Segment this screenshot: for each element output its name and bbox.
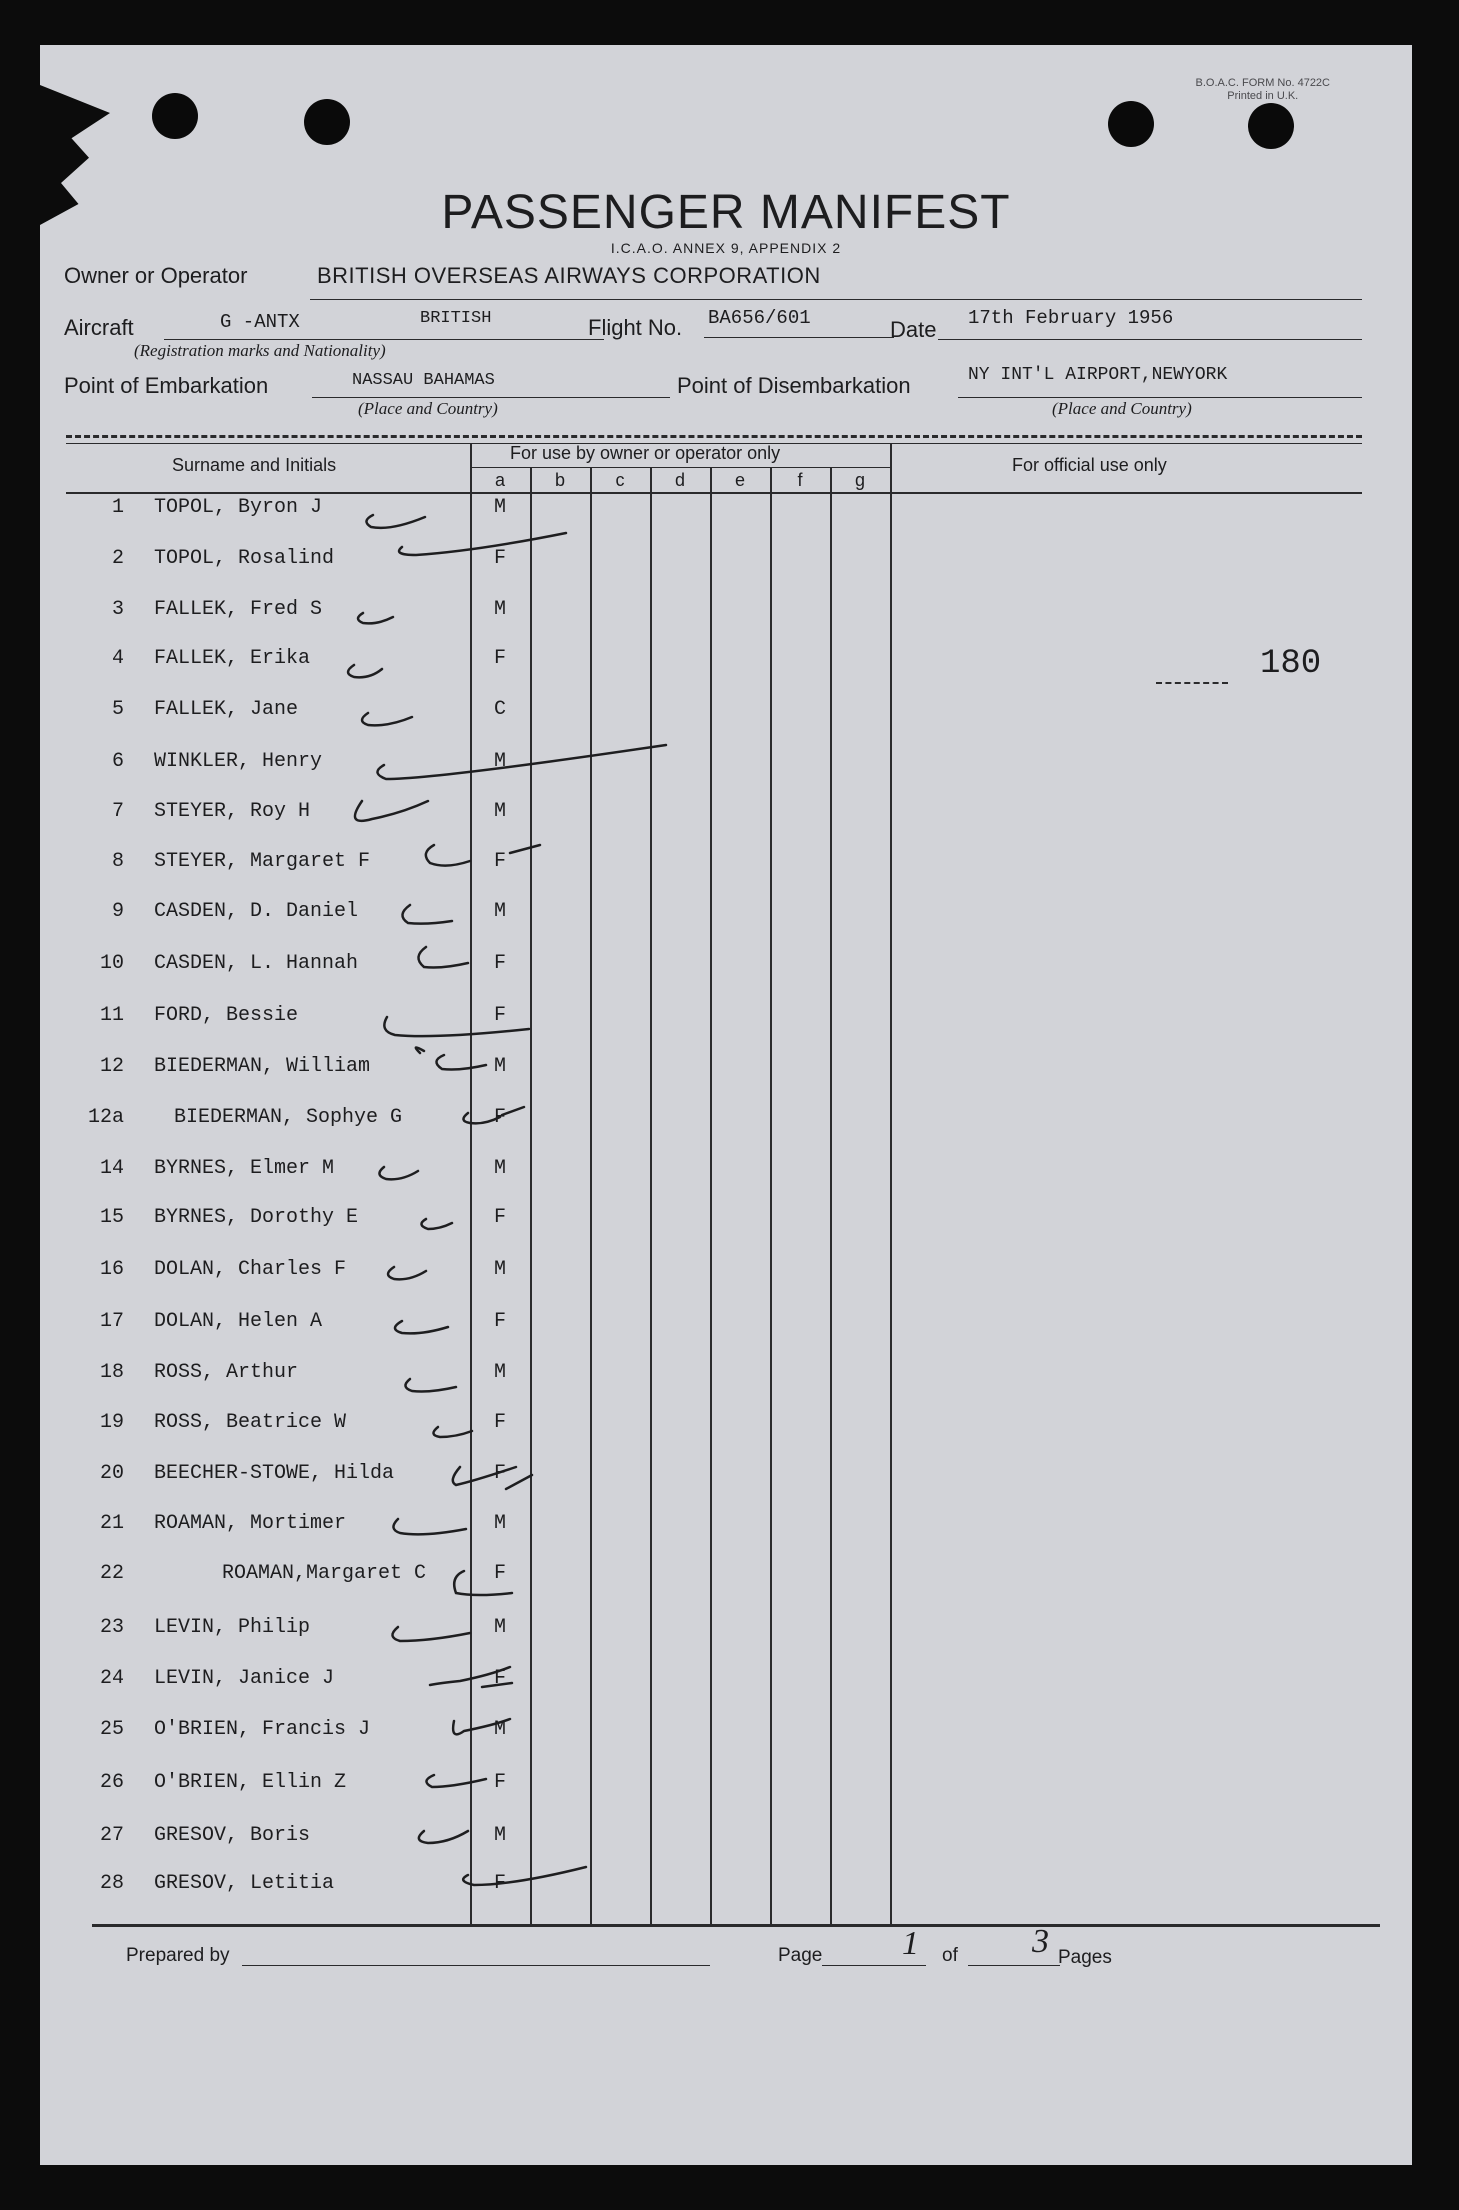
passenger-sex: M: [493, 750, 506, 773]
page-total: 3: [1032, 1923, 1049, 1960]
passenger-sex: F: [493, 952, 506, 975]
passenger-row: [40, 698, 1412, 738]
passenger-name: O'BRIEN, Ellin Z: [154, 1771, 347, 1794]
passenger-number: 15: [99, 1206, 124, 1229]
prepared-by-line: [242, 1965, 710, 1966]
table-top-rule: [66, 435, 1362, 438]
passenger-sex: M: [493, 1258, 506, 1281]
passenger-number: 16: [99, 1258, 124, 1281]
passenger-number: 25: [99, 1718, 124, 1741]
punch-hole: [304, 99, 350, 145]
passenger-number: 5: [111, 698, 124, 721]
passenger-number: 11: [99, 1004, 124, 1027]
column-letter-b: b: [554, 470, 565, 490]
column-letter-f: f: [797, 470, 803, 490]
passenger-number: 12a: [87, 1106, 124, 1129]
passenger-sex: M: [493, 1157, 506, 1180]
passenger-sex: M: [493, 800, 506, 823]
passenger-sex: M: [493, 1512, 506, 1535]
passenger-sex: F: [493, 1562, 506, 1585]
passenger-name: ROSS, Beatrice W: [154, 1411, 347, 1434]
manifest-sheet: [40, 45, 1412, 2165]
passenger-sex: F: [493, 1667, 506, 1690]
passenger-name: DOLAN, Helen A: [154, 1310, 323, 1333]
pages-label: Pages: [1058, 1947, 1112, 1968]
passenger-name: BIEDERMAN, Sophye G: [174, 1106, 403, 1129]
passenger-row: [40, 1771, 1412, 1811]
passenger-name: FALLEK, Fred S: [154, 598, 323, 621]
passenger-sex: C: [493, 698, 506, 721]
passenger-name: O'BRIEN, Francis J: [154, 1718, 371, 1741]
passenger-row: [40, 496, 1412, 536]
aircraft-nationality: BRITISH: [420, 309, 492, 328]
passenger-name: ROAMAN, Mortimer: [154, 1512, 347, 1535]
passenger-number: 21: [99, 1512, 124, 1535]
aircraft-label: Aircraft: [64, 315, 134, 340]
passenger-sex: F: [493, 1462, 506, 1485]
passenger-name: TOPOL, Rosalind: [154, 547, 335, 570]
passenger-number: 19: [99, 1411, 124, 1434]
embarkation-note: (Place and Country): [358, 399, 498, 418]
passenger-number: 10: [99, 952, 124, 975]
column-letter-e: e: [734, 470, 745, 490]
flight-underline: [704, 337, 894, 338]
passenger-sex: M: [493, 900, 506, 923]
passenger-row: [40, 598, 1412, 638]
passenger-row: [40, 1004, 1412, 1044]
passenger-row: [40, 1157, 1412, 1197]
passenger-name: CASDEN, L. Hannah: [154, 952, 359, 975]
passenger-row: [40, 1462, 1412, 1502]
disembarkation-value: NY INT'L AIRPORT,NEWYORK: [968, 365, 1228, 385]
passenger-name: ROSS, Arthur: [154, 1361, 299, 1384]
page-total-line: [968, 1965, 1060, 1966]
passenger-number: 20: [99, 1462, 124, 1485]
passenger-number: 1: [111, 496, 124, 519]
punch-hole: [1108, 101, 1154, 147]
document-title: PASSENGER MANIFEST: [441, 186, 1011, 239]
passenger-number: 28: [99, 1872, 124, 1895]
passenger-row: [40, 1824, 1412, 1864]
passenger-row: [40, 1667, 1412, 1707]
header-bottom-rule: [66, 492, 1362, 494]
passenger-number: 12: [99, 1055, 124, 1078]
passenger-row: [40, 1616, 1412, 1656]
passenger-number: 17: [99, 1310, 124, 1333]
passenger-row: [40, 1310, 1412, 1350]
flight-value: BA656/601: [708, 307, 811, 329]
official-note: 180: [1260, 645, 1322, 683]
passenger-name: BIEDERMAN, William: [154, 1055, 371, 1078]
passenger-row: [40, 952, 1412, 992]
passenger-name: BYRNES, Dorothy E: [154, 1206, 359, 1229]
passenger-row: [40, 1512, 1412, 1552]
flight-label: Flight No.: [588, 315, 683, 340]
printed-in: Printed in U.K.: [1227, 90, 1299, 102]
passenger-sex: F: [493, 1106, 506, 1129]
disembarkation-note: (Place and Country): [1052, 399, 1192, 418]
passenger-sex: M: [493, 1055, 506, 1078]
passenger-sex: F: [493, 850, 506, 873]
passenger-row: [40, 1055, 1412, 1095]
column-letter-c: c: [615, 470, 625, 490]
passenger-row: [40, 547, 1412, 587]
form-number: B.O.A.C. FORM No. 4722C: [1195, 77, 1330, 89]
disembarkation-underline: [958, 397, 1362, 398]
passenger-sex: F: [493, 1310, 506, 1333]
passenger-row: [40, 1718, 1412, 1758]
aircraft-registration: G -ANTX: [220, 311, 300, 333]
passenger-sex: F: [493, 1771, 506, 1794]
embarkation-value: NASSAU BAHAMAS: [352, 371, 495, 390]
passenger-name: LEVIN, Janice J: [154, 1667, 335, 1690]
passenger-row: [40, 1562, 1412, 1602]
passenger-number: 27: [99, 1824, 124, 1847]
passenger-sex: M: [493, 1616, 506, 1639]
passenger-name: BYRNES, Elmer M: [154, 1157, 335, 1180]
of-label: of: [942, 1945, 958, 1966]
passenger-sex: F: [493, 1411, 506, 1434]
passenger-number: 24: [99, 1667, 124, 1690]
passenger-name: TOPOL, Byron J: [154, 496, 323, 519]
name-column-header: Surname and Initials: [172, 455, 337, 475]
form-number-block: [1196, 77, 1330, 103]
passenger-name: WINKLER, Henry: [154, 750, 323, 773]
punch-hole: [1248, 103, 1294, 149]
passenger-number: 2: [111, 547, 124, 570]
passenger-sex: M: [493, 598, 506, 621]
passenger-number: 6: [111, 750, 124, 773]
embarkation-label: Point of Embarkation: [64, 373, 269, 398]
column-letter-a: a: [494, 470, 505, 490]
owner-value: BRITISH OVERSEAS AIRWAYS CORPORATION: [317, 263, 821, 288]
passenger-row: [40, 1106, 1412, 1146]
passenger-name: DOLAN, Charles F: [154, 1258, 347, 1281]
passenger-sex: F: [493, 1872, 506, 1895]
passenger-number: 26: [99, 1771, 124, 1794]
passenger-sex: F: [493, 1206, 506, 1229]
passenger-sex: M: [493, 496, 506, 519]
owner-label: Owner or Operator: [64, 263, 248, 288]
passenger-number: 23: [99, 1616, 124, 1639]
passenger-number: 14: [99, 1157, 124, 1180]
page-label: Page: [778, 1945, 823, 1966]
passenger-name: BEECHER-STOWE, Hilda: [154, 1462, 395, 1485]
passenger-number: 22: [99, 1562, 124, 1585]
passenger-row: [40, 1206, 1412, 1246]
operator-subheader-rule: [472, 467, 892, 468]
table-bottom-rule: [92, 1924, 1380, 1927]
official-column-header: For official use only: [1012, 455, 1167, 475]
aircraft-underline: [164, 339, 604, 340]
passenger-name: FALLEK, Jane: [154, 698, 299, 721]
date-underline: [938, 339, 1362, 340]
prepared-by-label: Prepared by: [126, 1945, 230, 1966]
passenger-row: [40, 900, 1412, 940]
passenger-name: STEYER, Roy H: [154, 800, 311, 823]
passenger-number: 18: [99, 1361, 124, 1384]
passenger-number: 7: [111, 800, 124, 823]
passenger-sex: M: [493, 1824, 506, 1847]
passenger-name: FORD, Bessie: [154, 1004, 299, 1027]
aircraft-note: (Registration marks and Nationality): [134, 341, 386, 360]
passenger-row: [40, 850, 1412, 890]
passenger-row: [40, 647, 1412, 687]
date-label: Date: [890, 317, 937, 342]
passenger-row: [40, 1872, 1412, 1912]
passenger-name: ROAMAN,Margaret C: [222, 1562, 427, 1585]
passenger-number: 3: [111, 598, 124, 621]
passenger-name: GRESOV, Letitia: [154, 1872, 335, 1895]
page-current-line: [822, 1965, 926, 1966]
passenger-name: LEVIN, Philip: [154, 1616, 311, 1639]
official-note-dash: [1156, 682, 1228, 684]
date-value: 17th February 1956: [968, 307, 1174, 329]
page-current: 1: [902, 1925, 919, 1962]
passenger-name: FALLEK, Erika: [154, 647, 311, 670]
embarkation-underline: [312, 397, 670, 398]
passenger-number: 4: [111, 647, 124, 670]
passenger-sex: M: [493, 1361, 506, 1384]
disembarkation-label: Point of Disembarkation: [677, 373, 911, 398]
punch-hole: [152, 93, 198, 139]
document-subtitle: I.C.A.O. ANNEX 9, APPENDIX 2: [610, 240, 842, 256]
passenger-sex: F: [493, 647, 506, 670]
passenger-sex: F: [493, 1004, 506, 1027]
column-letter-d: d: [674, 470, 685, 490]
passenger-row: [40, 800, 1412, 840]
operator-column-header: For use by owner or operator only: [510, 443, 781, 463]
passenger-sex: M: [493, 1718, 506, 1741]
passenger-row: [40, 1361, 1412, 1401]
column-letter-g: g: [854, 470, 865, 490]
passenger-name: STEYER, Margaret F: [154, 850, 371, 873]
passenger-row: [40, 1258, 1412, 1298]
passenger-row: [40, 750, 1412, 790]
passenger-name: GRESOV, Boris: [154, 1824, 311, 1847]
owner-underline: [310, 299, 1362, 300]
passenger-sex: F: [493, 547, 506, 570]
passenger-number: 9: [111, 900, 124, 923]
passenger-name: CASDEN, D. Daniel: [154, 900, 359, 923]
passenger-number: 8: [111, 850, 124, 873]
passenger-row: [40, 1411, 1412, 1451]
